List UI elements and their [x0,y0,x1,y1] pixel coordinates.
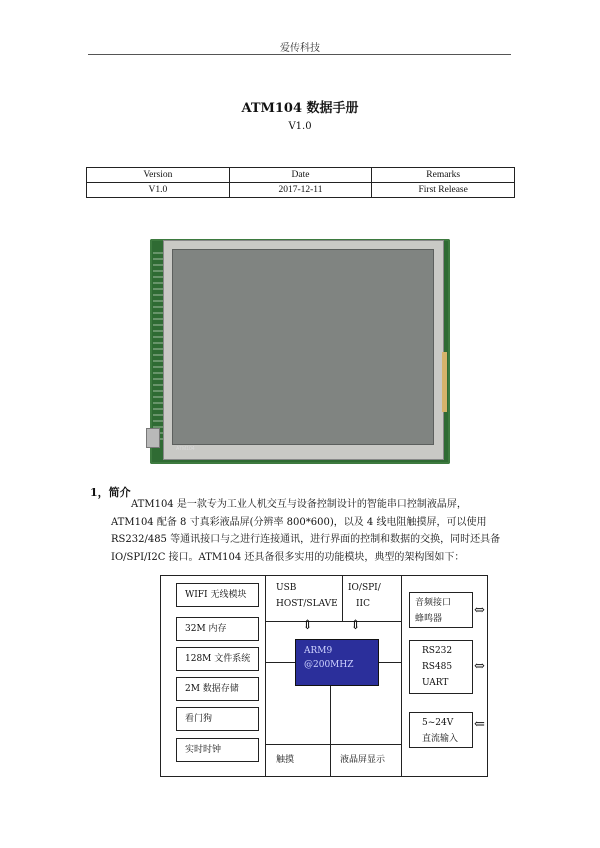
diagram-line [265,575,266,777]
usb-connector [146,428,160,448]
box-label: 5~24V [422,718,454,728]
document-version: V1.0 [288,121,312,132]
box-label: 2M 数据存储 [185,684,239,694]
pcb-silkscreen-label: ATM104 [176,446,195,452]
diagram-line [401,575,402,777]
double-arrow-right-icon: ⇔ [474,659,485,674]
wifi-module-box [176,583,259,607]
header-divider [88,54,511,55]
box-label: WIFI 无线模块 [185,590,247,600]
table-header-cell: Remarks [372,168,515,183]
lcd-screen [172,249,434,445]
table-cell: First Release [372,183,515,198]
iic-label: IIC [356,599,370,609]
diagram-line [342,575,343,621]
paragraph-line: IO/SPI/I2C 接口。ATM104 还具备很多实用的功能模块，典型的架构图如下： [111,551,465,563]
box-label: 蜂鸣器 [415,614,443,624]
box-label: RS485 [422,662,453,672]
lcd-label: 液晶屏显示 [340,755,386,765]
double-arrow-icon: ⇕ [350,618,361,633]
double-arrow-right-icon: ⇔ [474,603,485,618]
section-heading: 1，简介 [90,486,131,499]
usb-mode-label: HOST/SLAVE [276,599,338,609]
io-label: IO/SPI/ [348,583,381,593]
paragraph-line: ATM104 配备 8 寸真彩液晶屏(分辨率 800*600)，以及 4 线电阻触摸屏，可以使用 [111,516,487,528]
diagram-line [379,662,401,663]
diagram-line [266,662,295,663]
paragraph-line: RS232/485 等通讯接口与之进行连接通讯，进行界面的控制和数据的交换，同时还具备 [111,534,501,545]
table-cell: V1.0 [87,183,230,198]
cpu-freq-label: @200MHZ [304,660,354,670]
usb-label: USB [276,583,297,593]
watchdog-box [176,707,259,731]
header-company: 爱传科技 [280,43,320,54]
touch-label: 触摸 [276,755,295,765]
diagram-line [330,744,331,777]
document-title: ATM104 数据手册 [241,101,359,116]
pcb-components [153,252,163,442]
box-label: 看门狗 [185,714,213,724]
serial-box [409,640,473,694]
audio-box [409,592,473,628]
rtc-box [176,738,259,762]
box-label: RS232 [422,646,453,656]
intro-paragraph [111,496,521,566]
diagram-line [330,686,331,744]
diagram-line [266,621,401,622]
table-cell: 2017-12-11 [229,183,372,198]
version-table [86,167,515,198]
cpu-label: ARM9 [304,646,333,656]
box-label: UART [422,678,449,688]
data-storage-box [176,677,259,701]
diagram-line [266,744,401,745]
box-label: 128M 文件系统 [185,654,251,664]
double-arrow-icon: ⇕ [302,618,313,633]
table-row [87,183,515,198]
box-label: 32M 内存 [185,624,227,634]
power-box [409,712,473,748]
arrow-left-icon: ⇐ [474,717,485,732]
filesystem-box [176,647,259,671]
table-header-row [87,168,515,183]
paragraph-line: ATM104 是一款专为工业人机交互与设备控制设计的智能串口控制液晶屏， [131,499,467,510]
box-label: 音频接口 [415,598,452,608]
cpu-box [295,639,379,686]
memory-box [176,617,259,641]
table-header-cell: Version [87,168,230,183]
table-header-cell: Date [229,168,372,183]
box-label: 实时时钟 [185,745,222,755]
flex-connector [442,352,447,412]
box-label: 直流输入 [422,734,459,744]
